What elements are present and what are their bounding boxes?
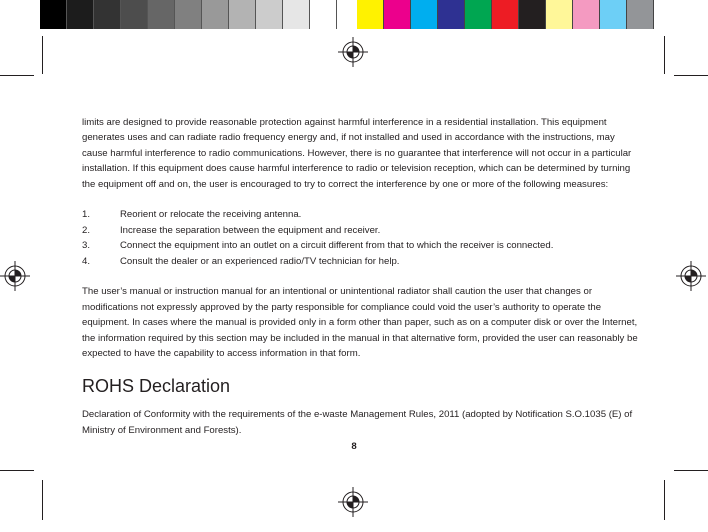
gray-swatch: [67, 0, 94, 29]
registration-mark-top-icon: [338, 37, 368, 67]
gray-swatch: [121, 0, 148, 29]
crop-mark-bottom-right-horizontal: [674, 470, 708, 471]
list-item: [82, 254, 642, 269]
color-swatch: [438, 0, 465, 29]
document-body: [82, 115, 642, 438]
paragraph-spacer: [82, 269, 642, 284]
color-swatch: [492, 0, 519, 29]
list-item-number: 4.: [82, 255, 91, 267]
process-color-bar: [357, 0, 654, 29]
crop-mark-top-right-horizontal: [674, 75, 708, 76]
measures-list: [82, 207, 642, 269]
list-item-text: Increase the separation between the equipment and receiver.: [120, 224, 381, 236]
gray-swatch: [175, 0, 202, 29]
color-swatch: [627, 0, 654, 29]
gray-swatch: [256, 0, 283, 29]
gray-swatch: [202, 0, 229, 29]
crop-mark-bottom-left-vertical: [42, 480, 43, 520]
list-item: [82, 223, 642, 238]
rohs-paragraph: Declaration of Conformity with the requirements of the e-waste Management Rules, 2011 (adopted by Notification S.O.1035 (E) of Ministry of Environment and Forests).: [82, 409, 633, 436]
rohs-heading: ROHS Declaration: [82, 376, 231, 397]
color-swatch: [465, 0, 492, 29]
color-swatch: [573, 0, 600, 29]
gray-swatch: [40, 0, 67, 29]
crop-mark-top-right-vertical: [664, 36, 665, 74]
list-item: [82, 207, 642, 222]
registration-mark-left-icon: [0, 261, 30, 291]
caution-paragraph: The user’s manual or instruction manual for an intentional or unintentional radiator shall caution the user that changes or modifications not expressly approved by the party responsible for compliance could void the user’s authority to operate the equipment. In cases where the manual is provided only in a form other than paper, such as on a computer disk or over the Internet, the information required by this section may be included in the manual in that alternative form, provided the user can reasonably be expected to have the capability to access information in that form.: [82, 286, 638, 360]
grayscale-color-bar: [40, 0, 337, 29]
list-item-number: 2.: [82, 224, 91, 236]
crop-mark-bottom-right-vertical: [664, 480, 665, 520]
crop-mark-top-left-vertical: [42, 36, 43, 74]
color-swatch: [546, 0, 573, 29]
color-swatch: [519, 0, 546, 29]
list-item-text: Reorient or relocate the receiving antenna.: [120, 209, 302, 221]
intro-paragraph: limits are designed to provide reasonable protection against harmful interference in a residential installation. This equipment generates uses and can radiate radio frequency energy and, if not installed and used in accordance with the instructions, may cause harmful interference to radio communications. However, there is no guarantee that interference will not occur in a particular installation. If this equipment does cause harmful interference to radio or television reception, which can be determined by turning the equipment off and on, the user is encouraged to try to correct the interference by one or more of the following measures:: [82, 117, 632, 190]
gray-swatch: [310, 0, 337, 29]
color-swatch: [600, 0, 627, 29]
list-item-text: Connect the equipment into an outlet on a circuit different from that to which the receiver is connected.: [120, 240, 554, 252]
registration-mark-right-icon: [676, 261, 706, 291]
crop-mark-top-left-horizontal: [0, 75, 34, 76]
page-number: 8: [351, 441, 357, 452]
gray-swatch: [94, 0, 121, 29]
gray-swatch: [229, 0, 256, 29]
paragraph-spacer: [82, 192, 642, 207]
list-item-text: Consult the dealer or an experienced radio/TV technician for help.: [120, 255, 400, 267]
list-item-number: 1.: [82, 209, 91, 221]
color-swatch: [384, 0, 411, 29]
color-swatch: [357, 0, 384, 29]
list-item: [82, 238, 642, 253]
gray-swatch: [148, 0, 175, 29]
gray-swatch: [283, 0, 310, 29]
crop-mark-bottom-left-horizontal: [0, 470, 34, 471]
list-item-number: 3.: [82, 240, 91, 252]
registration-mark-bottom-icon: [338, 487, 368, 517]
color-swatch: [411, 0, 438, 29]
